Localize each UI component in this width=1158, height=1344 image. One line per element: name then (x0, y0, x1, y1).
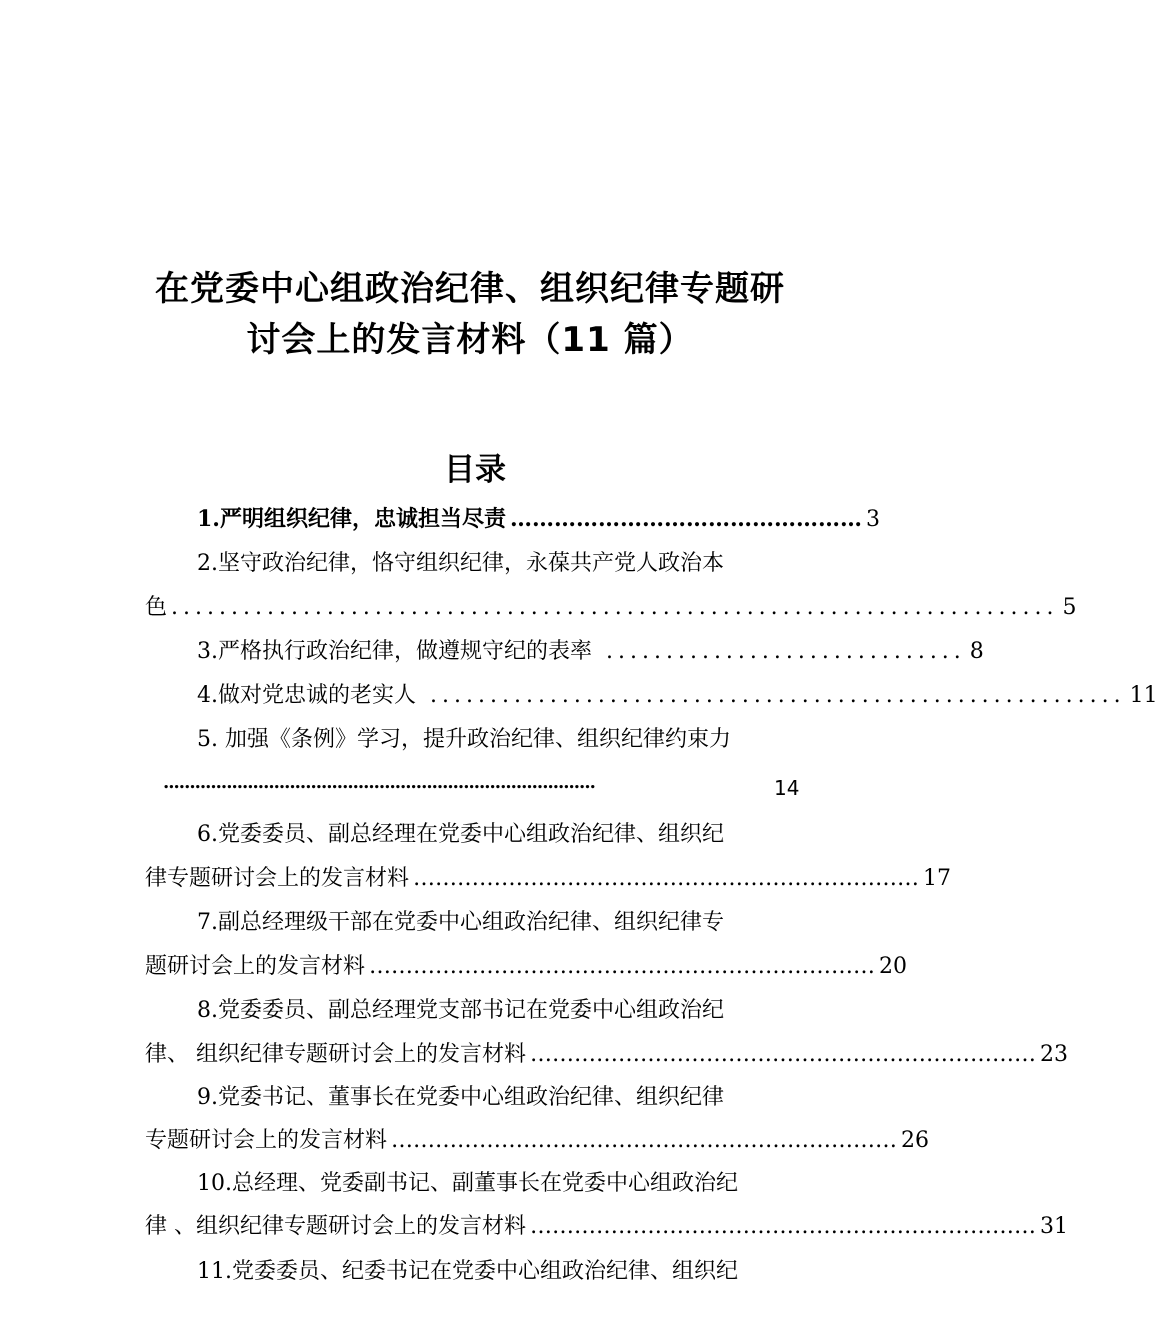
toc-entry-5[interactable] (197, 724, 731, 756)
toc-entry-2-continuation[interactable] (145, 592, 1077, 624)
dot-leader: .......................................................................... (171, 595, 1059, 620)
dot-leader: .................................................................................. (163, 772, 595, 793)
dot-leader: …………………………………………………………… (530, 1214, 1036, 1239)
toc-entry-10-continuation[interactable] (145, 1211, 1068, 1243)
dot-leader: …………………………………………………………… (413, 866, 920, 891)
toc-entry-8-continuation[interactable] (145, 1039, 1068, 1071)
toc-entry-6[interactable] (197, 819, 724, 851)
toc-entry-title-continued: 专题研讨会上的发言材料 (145, 1128, 388, 1153)
toc-entry-3[interactable] (197, 636, 984, 668)
toc-entry-8[interactable] (197, 995, 724, 1027)
toc-entry-4[interactable] (197, 680, 1158, 712)
toc-entry-9[interactable] (197, 1082, 724, 1114)
dot-leader: ………………………………………… (509, 506, 862, 532)
toc-heading: 目录 (444, 452, 506, 488)
toc-entry-6-continuation[interactable] (145, 863, 952, 895)
toc-entry-title-continued: 律、 组织纪律专题研讨会上的发言材料 (145, 1042, 526, 1067)
toc-entry-page: 23 (1040, 1042, 1068, 1067)
dot-leader: …………………………………………………………… (391, 1128, 898, 1153)
toc-entry-page: 17 (923, 866, 952, 891)
toc-entry-title: 2.坚守政治纪律，恪守组织纪律，永葆共产党人政治本 (197, 551, 724, 576)
toc-entry-title: 9.党委书记、董事长在党委中心组政治纪律、组织纪律 (197, 1085, 724, 1110)
toc-entry-title: 11.党委委员、纪委书记在党委中心组政治纪律、组织纪 (197, 1259, 738, 1284)
toc-entry-title: 3.严格执行政治纪律，做遵规守纪的表率 (197, 639, 592, 664)
toc-entry-title: 5. 加强《条例》学习，提升政治纪律、组织纪律约束力 (197, 727, 731, 752)
toc-entry-title-continued: 律 、组织纪律专题研讨会上的发言材料 (145, 1214, 526, 1239)
toc-entry-page: 26 (901, 1128, 930, 1153)
dot-leader: .......................................................... (430, 683, 1126, 708)
toc-entry-page: 3 (865, 507, 880, 532)
toc-entry-page: 14 (774, 776, 800, 800)
toc-entry-page: 11 (1129, 683, 1158, 708)
toc-entry-7-continuation[interactable] (145, 951, 908, 983)
toc-entry-title-continued: 律专题研讨会上的发言材料 (145, 866, 410, 891)
dot-leader: .............................. (606, 639, 966, 664)
toc-entry-page: 20 (879, 954, 908, 979)
dot-leader: …………………………………………………………… (369, 954, 876, 979)
toc-entry-9-continuation[interactable] (145, 1125, 930, 1157)
document-title-line-1: 在党委中心组政治纪律、组织纪律专题研 (155, 269, 785, 309)
toc-entry-11[interactable] (197, 1256, 738, 1288)
toc-entry-page: 5 (1062, 595, 1077, 620)
document-title-line-2: 讨会上的发言材料（11 篇） (246, 320, 694, 360)
toc-entry-7[interactable] (197, 907, 724, 939)
toc-entry-title: 7.副总经理级干部在党委中心组政治纪律、组织纪律专 (197, 910, 724, 935)
toc-entry-title-continued: 色 (145, 595, 168, 620)
dot-leader: …………………………………………………………… (530, 1042, 1036, 1067)
toc-entry-title-continued: 题研讨会上的发言材料 (145, 954, 366, 979)
toc-entry-title: 10.总经理、党委副书记、副董事长在党委中心组政治纪 (197, 1171, 738, 1196)
toc-entry-title: 1.严明组织纪律，忠诚担当尽责 (197, 506, 506, 532)
toc-entry-page: 31 (1040, 1214, 1068, 1239)
toc-entry-10[interactable] (197, 1168, 738, 1200)
toc-entry-title: 8.党委委员、副总经理党支部书记在党委中心组政治纪 (197, 998, 724, 1023)
toc-entry-title: 6.党委委员、副总经理在党委中心组政治纪律、组织纪 (197, 822, 724, 847)
toc-entry-1[interactable] (197, 503, 880, 536)
toc-entry-page: 8 (969, 639, 984, 664)
toc-entry-title: 4.做对党忠诚的老实人 (197, 683, 416, 708)
toc-entry-2[interactable] (197, 548, 724, 580)
